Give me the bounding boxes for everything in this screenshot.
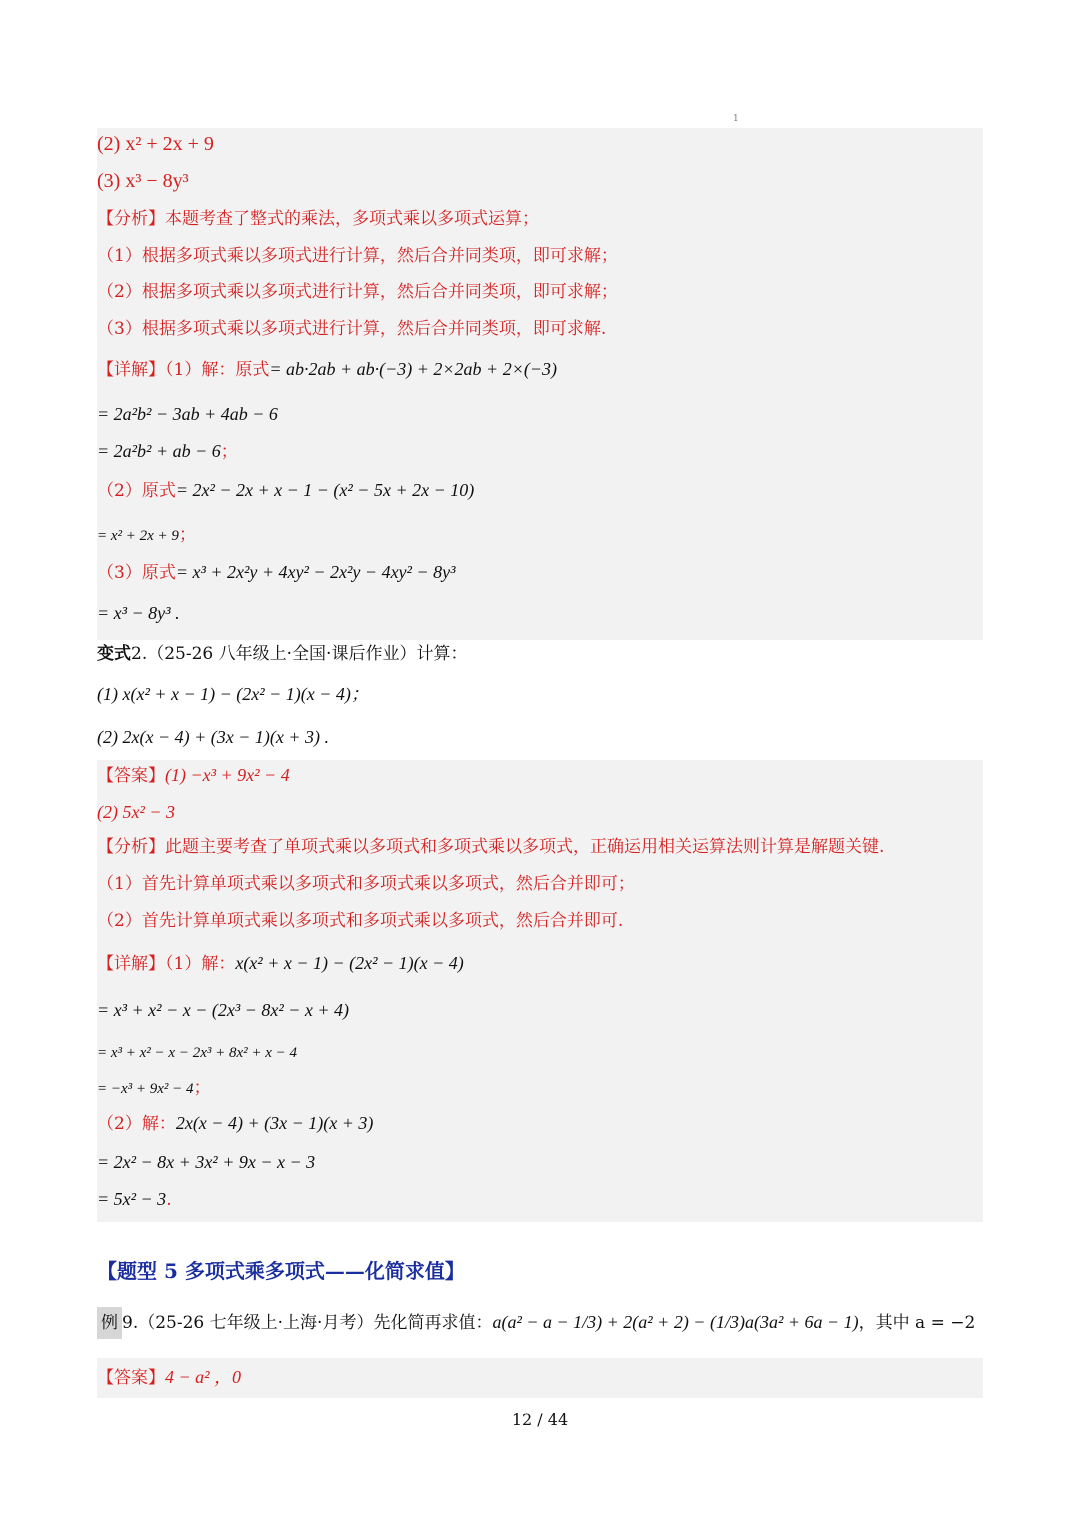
variant-detail-expr-1: x(x² + x − 1) − (2x² − 1)(x − 4) xyxy=(235,953,464,973)
variant-label: 变式 xyxy=(97,644,131,664)
section-heading: 【题型 5 多项式乘多项式——化简求值】 xyxy=(97,1259,465,1283)
detail-2-prefix: （2）原式 xyxy=(97,481,176,501)
example-9-text: 9.（25-26 七年级上·上海·月考）先化简再求值： xyxy=(122,1313,493,1333)
variant-detail-2 xyxy=(97,1112,373,1135)
example-9-expr: a(a² − a − 1/3) + 2(a² + 2) − (1/3)a(3a² + 6a − 1) xyxy=(492,1312,859,1332)
variant-step-1a: = x³ + x² − x − (2x³ − 8x² − x + 4) xyxy=(97,1000,350,1020)
variant-step-1c-math: = −x³ + 9x² − 4 xyxy=(97,1081,194,1097)
variant-step-2a: = 2x² − 8x + 3x² + 9x − x − 3 xyxy=(97,1152,316,1172)
variant-step-2b-tail: . xyxy=(166,1190,172,1210)
step-3a: = x³ − 8y³ . xyxy=(97,603,180,623)
variant-title xyxy=(97,643,467,665)
variant-q1: (1) x(x² + x − 1) − (2x² − 1)(x − 4)； xyxy=(97,684,369,704)
variant-detail-2-prefix: （2）解： xyxy=(97,1114,176,1134)
variant-analysis-heading: 【分析】此题主要考查了单项式乘以多项式和多项式乘以多项式，正确运用相关运算法则计算是解题关键. xyxy=(97,837,885,857)
answer-3: (3) x³ − 8y³ xyxy=(97,170,189,192)
step-1a: = 2a²b² − 3ab + 4ab − 6 xyxy=(97,404,278,424)
variant-answer-label: 【答案】 xyxy=(97,766,165,786)
example-tag: 例 xyxy=(97,1307,122,1339)
example-9-answer xyxy=(97,1366,241,1389)
variant-step-1b: = x³ + x² − x − 2x³ + 8x² + x − 4 xyxy=(97,1045,298,1061)
detail-line-3 xyxy=(97,561,455,584)
detail-expr-3: = x³ + 2x²y + 4xy² − 2x²y − 4xy² − 8y³ xyxy=(175,562,456,582)
step-1b-math: = 2a²b² + ab − 6 xyxy=(97,441,221,461)
step-1b-tail: ； xyxy=(220,442,238,462)
example-9-title xyxy=(97,1311,975,1334)
example-9-answer-label: 【答案】 xyxy=(97,1368,165,1388)
step-1b xyxy=(97,440,238,463)
analysis-item-1: （1）根据多项式乘以多项式进行计算，然后合并同类项，即可求解； xyxy=(97,246,618,266)
detail-prefix: 【详解】（1）解：原式 xyxy=(97,360,270,380)
variant-title-rest: 2.（25-26 八年级上·全国·课后作业）计算： xyxy=(131,644,468,664)
variant-answer xyxy=(97,764,290,787)
variant-analysis-1: （1）首先计算单项式乘以多项式和多项式乘以多项式，然后合并即可； xyxy=(97,874,635,894)
variant-step-2b-math: = 5x² − 3 xyxy=(97,1189,167,1209)
step-2a-tail: ； xyxy=(178,525,196,545)
variant-answer-1: (1) −x³ + 9x² − 4 xyxy=(165,765,290,785)
analysis-item-3: （3）根据多项式乘以多项式进行计算，然后合并同类项，即可求解. xyxy=(97,319,607,339)
variant-step-2b xyxy=(97,1188,172,1211)
detail-expr-2: = 2x² − 2x + x − 1 − (x² − 5x + 2x − 10) xyxy=(175,480,475,500)
page-number: 12 / 44 xyxy=(511,1410,569,1429)
variant-detail-expr-2: 2x(x − 4) + (3x − 1)(x + 3) xyxy=(175,1113,374,1133)
page-marker: 1 xyxy=(733,114,739,124)
example-9-answer-value: 4 − a² ，0 xyxy=(165,1367,242,1387)
variant-q2: (2) 2x(x − 4) + (3x − 1)(x + 3) . xyxy=(97,727,329,747)
step-2a-math: = x² + 2x + 9 xyxy=(97,528,179,544)
analysis-heading: 【分析】本题考查了整式的乘法，多项式乘以多项式运算； xyxy=(97,209,539,229)
detail-3-prefix: （3）原式 xyxy=(97,563,176,583)
detail-line-1 xyxy=(97,358,557,381)
example-9-cond: ，其中 a = −2 xyxy=(858,1313,976,1333)
variant-detail-1 xyxy=(97,952,464,975)
detail-line-2 xyxy=(97,479,474,502)
variant-step-1c xyxy=(97,1077,211,1100)
variant-analysis-2: （2）首先计算单项式乘以多项式和多项式乘以多项式，然后合并即可. xyxy=(97,911,624,931)
step-2a xyxy=(97,524,196,547)
variant-answer-2: (2) 5x² − 3 xyxy=(97,802,176,822)
detail-expr-1: = ab·2ab + ab·(−3) + 2×2ab + 2×(−3) xyxy=(269,359,557,379)
analysis-item-2: （2）根据多项式乘以多项式进行计算，然后合并同类项，即可求解； xyxy=(97,282,618,302)
variant-detail-prefix: 【详解】（1）解： xyxy=(97,954,236,974)
answer-2: (2) x² + 2x + 9 xyxy=(97,133,214,155)
variant-step-1c-tail: ； xyxy=(193,1078,211,1098)
